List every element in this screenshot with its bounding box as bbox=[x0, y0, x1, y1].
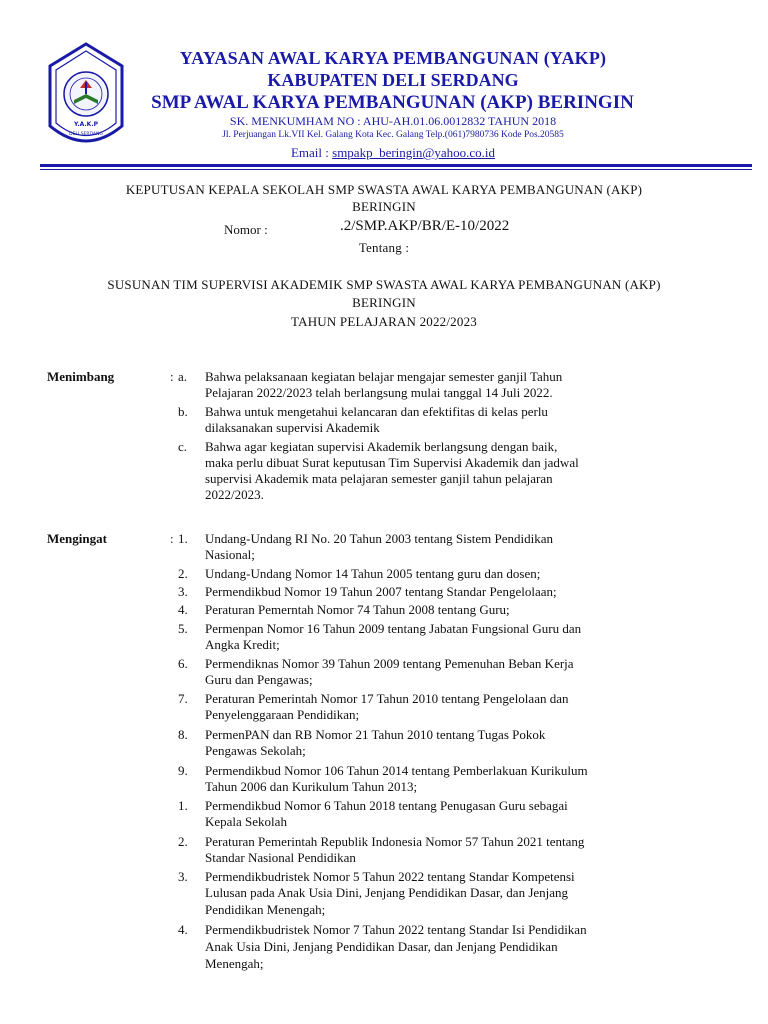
list-item-text: Bahwa agar kegiatan supervisi Akademik berlangsung dengan baik, bbox=[205, 439, 558, 454]
letterhead-divider bbox=[40, 164, 752, 167]
list-item-text: maka perlu dibuat Surat keputusan Tim Supervisi Akademik dan jadwal bbox=[205, 455, 579, 470]
list-item-text: Undang-Undang Nomor 14 Tahun 2005 tentang guru dan dosen; bbox=[205, 566, 541, 581]
list-marker: a. bbox=[178, 369, 188, 384]
regency-name: KABUPATEN DELI SERDANG bbox=[267, 70, 519, 90]
list-item-text: 2022/2023. bbox=[205, 487, 264, 502]
nomor-value: .2/SMP.AKP/BR/E-10/2022 bbox=[340, 218, 510, 234]
tentang-label: Tentang : bbox=[358, 240, 410, 255]
list-marker: 2. bbox=[178, 834, 188, 849]
list-marker: 6. bbox=[178, 656, 188, 671]
menimbang-colon: : bbox=[170, 369, 174, 384]
menimbang-label: Menimbang bbox=[47, 369, 115, 384]
list-item-text: Permendikbud Nomor 106 Tahun 2014 tentang Pemberlakuan Kurikulum bbox=[205, 763, 588, 778]
list-item-text: Penyelenggaraan Pendidikan; bbox=[205, 707, 360, 722]
foundation-name: YAYASAN AWAL KARYA PEMBANGUNAN (YAKP) bbox=[179, 48, 607, 68]
email-label: Email : bbox=[290, 145, 333, 160]
list-item-text: Permendikbud Nomor 19 Tahun 2007 tentang Standar Pengelolaan; bbox=[205, 584, 557, 599]
list-marker: c. bbox=[178, 439, 188, 454]
mengingat-colon: : bbox=[170, 531, 174, 546]
list-item-text: Peraturan Pemerntah Nomor 74 Tahun 2008 tentang Guru; bbox=[205, 602, 510, 617]
subject-line2: BERINGIN bbox=[352, 295, 416, 310]
list-marker: 8. bbox=[178, 727, 188, 742]
list-item-text: Tahun 2006 dan Kurikulum Tahun 2013; bbox=[205, 779, 418, 794]
mengingat-label: Mengingat bbox=[47, 531, 107, 546]
list-item-text: Peraturan Pemerintah Nomor 17 Tahun 2010 tentang Pengelolaan dan bbox=[205, 691, 569, 706]
list-item-text: Guru dan Pengawas; bbox=[205, 672, 313, 687]
list-item-text: Lulusan pada Anak Usia Dini, Jenjang Pendidikan Dasar, dan Jenjang bbox=[205, 885, 569, 900]
list-marker: b. bbox=[178, 404, 188, 419]
decree-title-line2: BERINGIN bbox=[352, 199, 416, 214]
list-item-text: Peraturan Pemerintah Republik Indonesia Nomor 57 Tahun 2021 tentang bbox=[205, 834, 585, 849]
list-item-text: Kepala Sekolah bbox=[205, 814, 287, 829]
logo-text: Y.A.K.P bbox=[74, 121, 98, 128]
school-logo-icon bbox=[46, 42, 126, 158]
list-item-text: Permendikbudristek Nomor 7 Tahun 2022 tentang Standar Isi Pendidikan bbox=[205, 922, 587, 937]
list-marker: 5. bbox=[178, 621, 188, 636]
list-marker: 7. bbox=[178, 691, 188, 706]
logo-subtext: DELI SERDANG bbox=[69, 132, 103, 137]
list-marker: 2. bbox=[178, 566, 188, 581]
list-item-text: dilaksanakan supervisi Akademik bbox=[205, 420, 380, 435]
school-address: Jl. Perjuangan Lk.VII Kel. Galang Kota Kec. Galang Telp.(061)7980736 Kode Pos.20585 bbox=[222, 130, 564, 140]
list-item-text: PermenPAN dan RB Nomor 21 Tahun 2010 tentang Tugas Pokok bbox=[205, 727, 546, 742]
list-item-text: Bahwa pelaksanaan kegiatan belajar mengajar semester ganjil Tahun bbox=[205, 369, 563, 384]
letterhead-divider-thin bbox=[40, 169, 752, 170]
list-item-text: supervisi Akademik mata pelajaran semester ganjil tahun pelajaran bbox=[205, 471, 553, 486]
list-item-text: Menengah; bbox=[205, 956, 264, 971]
subject-line3: TAHUN PELAJARAN 2022/2023 bbox=[291, 314, 477, 329]
list-marker: 4. bbox=[178, 602, 188, 617]
list-marker: 1. bbox=[178, 531, 188, 546]
list-item-text: Bahwa untuk mengetahui kelancaran dan efektifitas di kelas perlu bbox=[205, 404, 548, 419]
list-item-text: Anak Usia Dini, Jenjang Pendidikan Dasar, dan Jenjang Pendidikan bbox=[205, 939, 558, 954]
email-line bbox=[128, 145, 658, 161]
email-link[interactable]: smpakp_beringin@yahoo.co.id bbox=[332, 145, 496, 160]
list-marker: 9. bbox=[178, 763, 188, 778]
list-item-text: Nasional; bbox=[205, 547, 255, 562]
list-item-text: Permendikbud Nomor 6 Tahun 2018 tentang Penugasan Guru sebagai bbox=[205, 798, 568, 813]
list-item-text: Permenpan Nomor 16 Tahun 2009 tentang Jabatan Fungsional Guru dan bbox=[205, 621, 582, 636]
list-item-text: Undang-Undang RI No. 20 Tahun 2003 tentang Sistem Pendidikan bbox=[205, 531, 554, 546]
list-item-text: Pelajaran 2022/2023 telah berlangsung mulai tanggal 14 Juli 2022. bbox=[205, 385, 553, 400]
list-marker: 1. bbox=[178, 798, 188, 813]
school-name: SMP AWAL KARYA PEMBANGUNAN (AKP) BERINGIN bbox=[151, 92, 634, 113]
list-item-text: Permendikbudristek Nomor 5 Tahun 2022 tentang Standar Kompetensi bbox=[205, 869, 575, 884]
nomor-label: Nomor : bbox=[224, 222, 268, 237]
list-item-text: Standar Nasional Pendidikan bbox=[205, 850, 356, 865]
list-marker: 3. bbox=[178, 869, 188, 884]
list-marker: 3. bbox=[178, 584, 188, 599]
list-item-text: Pengawas Sekolah; bbox=[205, 743, 306, 758]
subject-line1: SUSUNAN TIM SUPERVISI AKADEMIK SMP SWASTA AWAL KARYA PEMBANGUNAN (AKP) bbox=[107, 277, 661, 292]
list-item-text: Pendidikan Menengah; bbox=[205, 902, 326, 917]
list-item-text: Permendiknas Nomor 39 Tahun 2009 tentang Pemenuhan Beban Kerja bbox=[205, 656, 574, 671]
list-marker: 4. bbox=[178, 922, 188, 937]
decree-title-line1: KEPUTUSAN KEPALA SEKOLAH SMP SWASTA AWAL KARYA PEMBANGUNAN (AKP) bbox=[125, 182, 643, 197]
sk-number: SK. MENKUMHAM NO : AHU-AH.01.06.0012832 TAHUN 2018 bbox=[229, 114, 557, 128]
list-item-text: Angka Kredit; bbox=[205, 637, 280, 652]
